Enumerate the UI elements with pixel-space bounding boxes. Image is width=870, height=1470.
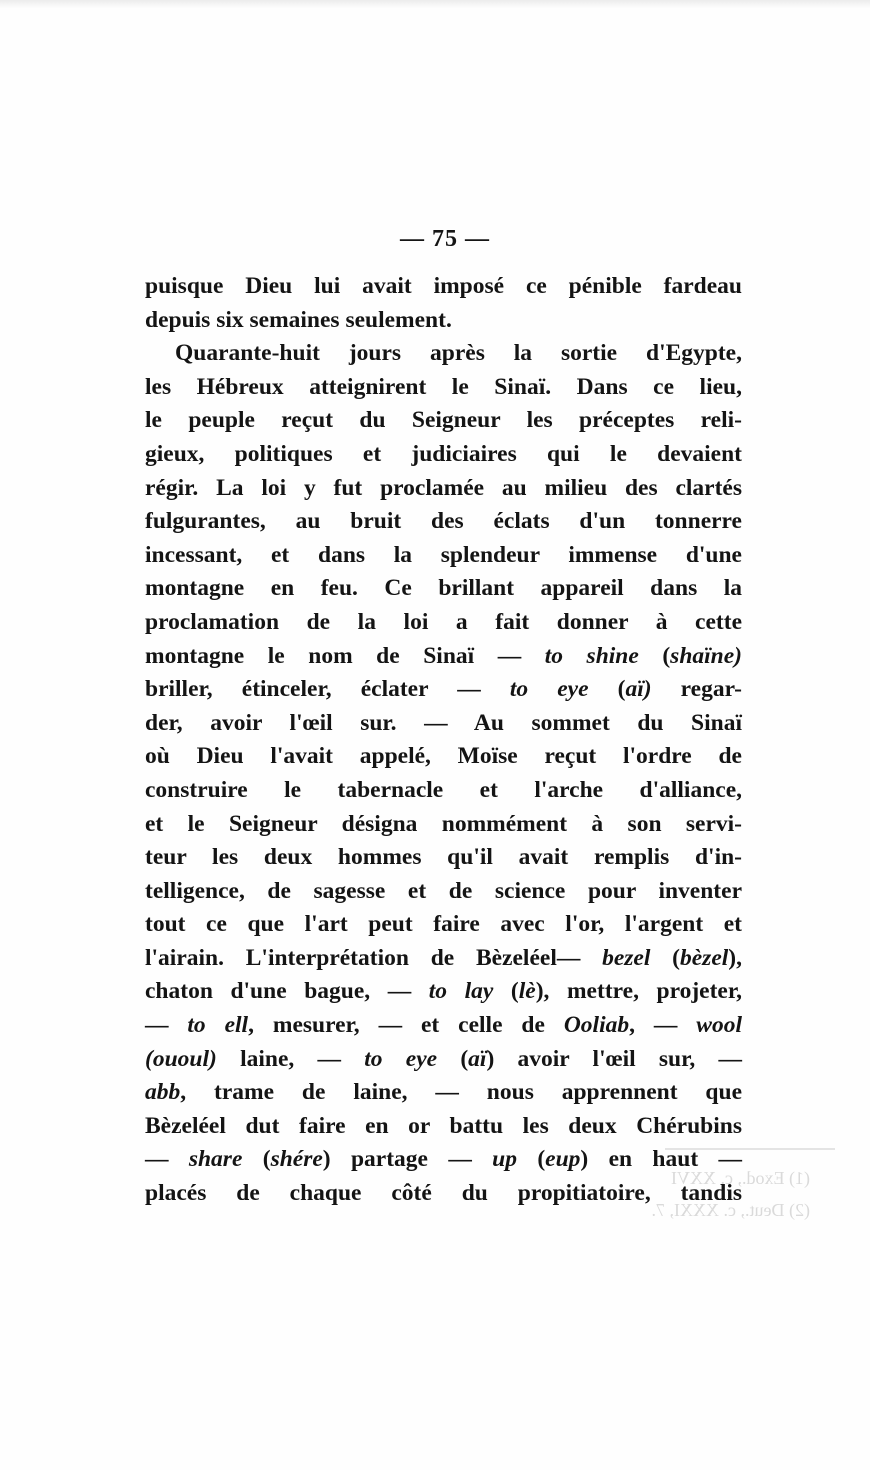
- text-line: [145, 404, 742, 438]
- text-segment: —: [145, 1012, 188, 1039]
- text-segment: où Dieu l'avait appelé, Moïse reçut l'ordre de: [145, 743, 742, 770]
- text-line: [145, 606, 742, 640]
- text-line: [145, 707, 742, 741]
- italic-term: eup: [545, 1146, 581, 1173]
- text-line: [145, 472, 742, 506]
- text-segment: ),: [728, 944, 742, 971]
- bleed-through-footnote-1: (1) Exod., c. XXVI: [671, 1168, 810, 1188]
- text-line: [145, 371, 742, 405]
- text-line: [145, 774, 742, 808]
- italic-term: bèzel: [680, 944, 729, 971]
- text-segment: (: [517, 1146, 546, 1173]
- text-line: [145, 505, 742, 539]
- text-segment: ), mettre, projeter,: [535, 978, 743, 1005]
- text-line: [145, 673, 742, 707]
- text-segment: régir. La loi y fut proclamée au milieu des clartés: [145, 474, 742, 501]
- text-segment: placés de chaque côté du propitiatoire, tandis: [145, 1180, 742, 1207]
- text-line: [145, 539, 742, 573]
- text-segment: les Hébreux atteignirent le Sinaï. Dans ce lieu,: [145, 373, 742, 400]
- page-number: — 75 —: [400, 226, 490, 252]
- text-segment: briller, étinceler, éclater —: [145, 676, 510, 703]
- text-segment: , —: [629, 1012, 697, 1039]
- italic-term: abb: [145, 1079, 181, 1106]
- text-segment: teur les deux hommes qu'il avait remplis d'in-: [145, 844, 742, 871]
- italic-term: shére: [270, 1146, 323, 1173]
- text-line: [145, 975, 742, 1009]
- text-line: [145, 1076, 742, 1110]
- italic-term: shaïne): [670, 642, 742, 669]
- text-segment: —: [145, 1146, 189, 1173]
- text-segment: ) en haut —: [580, 1146, 742, 1173]
- text-segment: (: [437, 1045, 469, 1072]
- text-line: [145, 270, 742, 304]
- italic-term: (ououl): [145, 1045, 217, 1072]
- text-segment: Quarante-huit jours après la sortie d'Egypte,: [175, 340, 742, 367]
- text-line: [145, 1143, 742, 1177]
- text-segment: , mesurer, — et celle de: [248, 1012, 564, 1039]
- text-line: [145, 1110, 742, 1144]
- text-segment: puisque Dieu lui avait imposé ce pénible fardeau: [145, 273, 742, 299]
- text-segment: Bèzeléel dut faire en or battu les deux Chérubins: [145, 1112, 742, 1139]
- text-segment: construire le tabernacle et l'arche d'alliance,: [145, 776, 742, 803]
- page-top-edge: [0, 0, 870, 8]
- text-segment: proclamation de la loi a fait donner à cette: [145, 608, 742, 635]
- text-segment: depuis six semaines seulement.: [145, 306, 452, 333]
- text-segment: montagne le nom de Sinaï —: [145, 642, 545, 669]
- italic-term: to eye: [509, 676, 589, 703]
- text-segment: laine, —: [216, 1045, 365, 1072]
- text-line: [145, 808, 742, 842]
- text-segment: et le Seigneur désigna nommément à son servi-: [145, 810, 742, 837]
- body-text: [145, 270, 742, 1211]
- text-segment: ) avoir l'œil sur, —: [486, 1045, 743, 1072]
- text-line: [145, 942, 742, 976]
- text-segment: (: [638, 642, 671, 669]
- italic-term: wool: [696, 1012, 742, 1039]
- text-segment: incessant, et dans la splendeur immense d'une: [145, 541, 742, 568]
- italic-term: lè: [518, 978, 536, 1005]
- text-segment: , trame de laine, — nous apprennent que: [180, 1079, 742, 1106]
- italic-term: Ooliab: [563, 1012, 630, 1039]
- text-line: [145, 438, 742, 472]
- text-line: [145, 841, 742, 875]
- italic-term: bezel: [602, 944, 651, 971]
- text-line: [145, 1177, 742, 1211]
- text-segment: (: [588, 676, 626, 703]
- italic-term: up: [492, 1146, 517, 1173]
- text-segment: montagne en feu. Ce brillant appareil dans la: [145, 575, 742, 602]
- text-segment: (: [650, 944, 680, 971]
- text-segment: ) partage —: [322, 1146, 493, 1173]
- text-line: [145, 740, 742, 774]
- text-segment: regar-: [651, 676, 742, 703]
- text-line: [145, 640, 742, 674]
- text-segment: (: [242, 1146, 271, 1173]
- italic-term: to lay: [428, 978, 494, 1005]
- text-line: [145, 572, 742, 606]
- text-line: [145, 304, 742, 338]
- text-line: [145, 875, 742, 909]
- bleed-through-footnote-2: (2) Deut., c. XXXI, 7.: [651, 1200, 810, 1220]
- italic-term: share: [188, 1146, 243, 1173]
- italic-term: to eye: [364, 1045, 438, 1072]
- text-segment: telligence, de sagesse et de science pour inventer: [145, 877, 742, 904]
- text-line: [145, 1043, 742, 1077]
- text-segment: tout ce que l'art peut faire avec l'or, l'argent et: [145, 911, 742, 938]
- text-line: [145, 337, 742, 371]
- italic-term: to ell: [187, 1012, 249, 1039]
- text-segment: (: [493, 978, 519, 1005]
- text-segment: fulgurantes, au bruit des éclats d'un tonnerre: [145, 508, 742, 535]
- text-segment: gieux, politiques et judiciaires qui le devaient: [145, 440, 742, 467]
- text-line: [145, 908, 742, 942]
- italic-term: aï): [625, 676, 652, 703]
- text-segment: le peuple reçut du Seigneur les préceptes reli-: [145, 407, 742, 434]
- italic-term: to shine: [544, 642, 639, 669]
- text-segment: chaton d'une bague, —: [145, 978, 429, 1005]
- text-segment: der, avoir l'œil sur. — Au sommet du Sinaï: [145, 709, 742, 736]
- text-segment: l'airain. L'interprétation de Bèzeléel—: [145, 944, 603, 971]
- text-line: [145, 1009, 742, 1043]
- italic-term: aï: [468, 1045, 487, 1072]
